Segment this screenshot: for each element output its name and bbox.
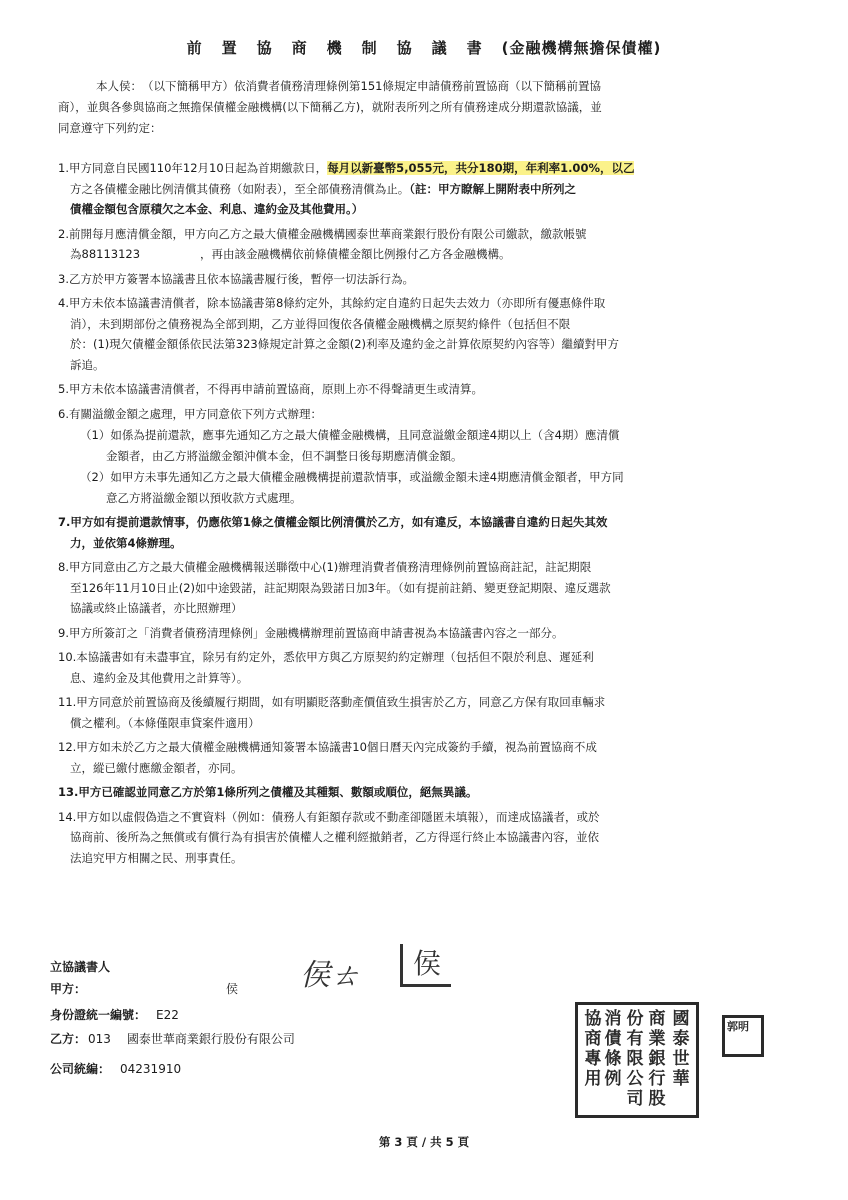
clause-9: 9.甲方所簽訂之「消費者債務清理條例」金融機構辦理前置協商申請書視為本協議書內容之一部分。 [58,625,564,640]
boxed-signature: 侯 [400,944,451,987]
seal-text: 消債條例 [604,1009,622,1089]
party-a-name: 侯 [226,982,239,996]
company-no-label: 公司統編： [50,1062,111,1076]
party-b-code: 013 [88,1032,111,1046]
personal-seal-stamp: 郭明 [722,1015,764,1057]
clause-list [58,158,798,872]
clause-7 [58,512,798,553]
bank-seal-stamp [575,1002,699,1118]
clause-1 [58,158,798,220]
clause-text: 8.甲方同意由乙方之最大債權金融機構報送聯徵中心(1)辦理消費者債務清理條例前置協商註記，註記期限 [58,560,592,574]
clause-text: 10.本協議書如有未盡事宜，除另有約定外，悉依甲方與乙方原契約約定辦理（包括但不限於利息、遲延利 [58,650,594,664]
clause-text: 2.前開每月應清償金額，甲方向乙方之最大債權金融機構國泰世華商業銀行股份有限公司繳款，繳款帳號 [58,226,587,241]
clause-text: ，再由該金融機構依前條債權金額比例撥付乙方各金融機構。 [200,247,511,261]
title-main: 前置協商機制協議書 [186,39,502,57]
page-number: 第 3 頁 / 共 5 頁 [378,1135,470,1149]
clause-text: 意乙方將溢繳金額以預收款方式處理。 [106,490,302,505]
clause-11 [58,692,798,733]
clause-text: 4.甲方未依本協議書清償者，除本協議書第8條約定外，其餘約定自違約日起失去效力（亦即所有優惠條件取 [58,296,606,310]
handwritten-signature: 侯ㄊ [300,958,360,993]
clause-5: 5.甲方未依本協議書清償者，不得再申請前置協商，原則上亦不得聲請更生或清算。 [58,382,483,396]
seal-text: 份有限公司 [626,1009,644,1109]
clause-text: （2）如甲方未事先通知乙方之最大債權金融機構提前還款情事，或溢繳金額未達4期應清償金額者，甲方同 [80,470,624,484]
clause-text: 力，並依第4條辦理。 [70,535,182,550]
clause-10 [58,647,798,688]
company-no-value: 04231910 [120,1062,182,1076]
clause-6 [58,404,798,509]
intro-line: 同意遵守下列約定： [58,121,162,135]
clause-text: 1.甲方同意自民國110年12月10日起為首期繳款日， [58,161,328,175]
clause-text: 12.甲方如未於乙方之最大債權金融機構通知簽署本協議書10個日曆天內完成簽約手續，視為前置協商不成 [58,740,597,754]
clause-text: 立，縱已繳付應繳金額者，亦同。 [70,760,243,775]
clause-3: 3.乙方於甲方簽署本協議書且依本協議書履行後，暫停一切法訴行為。 [58,271,414,286]
signatory-heading: 立協議書人 [50,960,111,974]
seal-text: 協商專用 [584,1009,602,1089]
clause-text: 協議或終止協議者，亦比照辦理） [70,601,243,615]
clause-6-item-2 [58,467,798,508]
id-label: 身份證統一編號： [50,1008,147,1022]
clause-text: 訴追。 [70,357,105,372]
clause-text: 6.有關溢繳金額之處理，甲方同意依下列方式辦理： [58,406,322,421]
clause-text: 金額者，由乙方將溢繳金額沖償本金，但不調整日後每期應清償金額。 [106,448,463,463]
clause-text: 息、違約金及其他費用之計算等）。 [70,670,249,685]
clause-4 [58,293,798,375]
clause-text: 協商前、後所為之無償或有償行為有損害於債權人之權利經撤銷者，乙方得逕行終止本協議書內容，並依 [70,830,599,844]
clause-2 [58,224,798,265]
clause-text: 7.甲方如有提前還款情事，仍應依第1條之債權金額比例清償於乙方，如有違反，本協議書自違約日起失其效 [58,515,608,529]
intro-line: 本人侯： （以下簡稱甲方）依消費者債務清理條例第151條規定申請債務前置協商（以下簡稱前置協 [96,79,601,93]
intro-paragraph [58,76,796,139]
seal-text: 國泰世華 [672,1009,690,1089]
party-a-label: 甲方： [50,982,87,996]
company-no-row [50,1060,181,1077]
document-title [0,37,848,58]
clause-text: 至126年11月10日止(2)如中途毀諾，註記期限為毀諾日加3年。（如有提前註銷、變更登記期限、違反選款 [70,580,611,595]
clause-note: （註：甲方瞭解上開附表中所列之 [409,181,576,196]
clause-text: 11.甲方同意於前置協商及後續履行期間，如有明顯貶落動產價值致生損害於乙方，同意乙方保有取回車輛求 [58,695,606,709]
clause-6-item-1 [58,425,798,466]
clause-8 [58,557,798,619]
intro-line: 商），並與各參與協商之無擔保債權金融機構(以下簡稱乙方)，就附表所列之所有債務達成分期還款協議，並 [58,100,602,114]
clause-13: 13.甲方已確認並同意乙方於第1條所列之債權及其種類、數額或順位，絕無異議。 [58,785,478,799]
party-b-label: 乙方： [50,1032,87,1046]
clause-text: 法追究甲方相關之民、刑事責任。 [70,850,243,865]
seal-text: 商業銀行股 [648,1009,666,1109]
clause-text: 償之權利。（本條僅限車貸案件適用） [70,715,260,730]
party-a-row [50,980,238,997]
highlighted-payment-terms: 每月以新臺幣5,055元，共分180期，年利率1.00%，以乙 [327,161,635,175]
clause-text: （1）如係為提前還款，應事先通知乙方之最大債權金融機構，且同意溢繳金額達4期以上（含4期）應清償 [80,428,620,442]
clause-text: 14.甲方如以虛假偽造之不實資料（例如：債務人有鉅額存款或不動產卻隱匿未填報），而達成協議者，或於 [58,809,600,824]
title-sub: (金融機構無擔保債權) [501,39,662,57]
id-row [50,1006,179,1023]
clause-text: 方之各債權金融比例清償其債務（如附表），至全部債務清償為止。 [70,181,410,196]
account-number: 為88113123 [70,247,141,261]
clause-14 [58,807,798,869]
clause-text: 於：(1)現欠債權金額係依民法第323條規定計算之金額(2)利率及違約金之計算依原契約內容等）繼續對甲方 [70,337,620,351]
clause-12 [58,737,798,778]
clause-note: 債權金額包含原積欠之本金、利息、違約金及其他費用。） [70,202,364,216]
party-b-row [50,1030,295,1047]
party-b-name: 國泰世華商業銀行股份有限公司 [126,1032,295,1046]
clause-text: 消），未到期部份之債務視為全部到期，乙方並得回復依各債權金融機構之原契約條件（包括但不限 [70,316,571,331]
id-value: E22 [156,1008,179,1022]
